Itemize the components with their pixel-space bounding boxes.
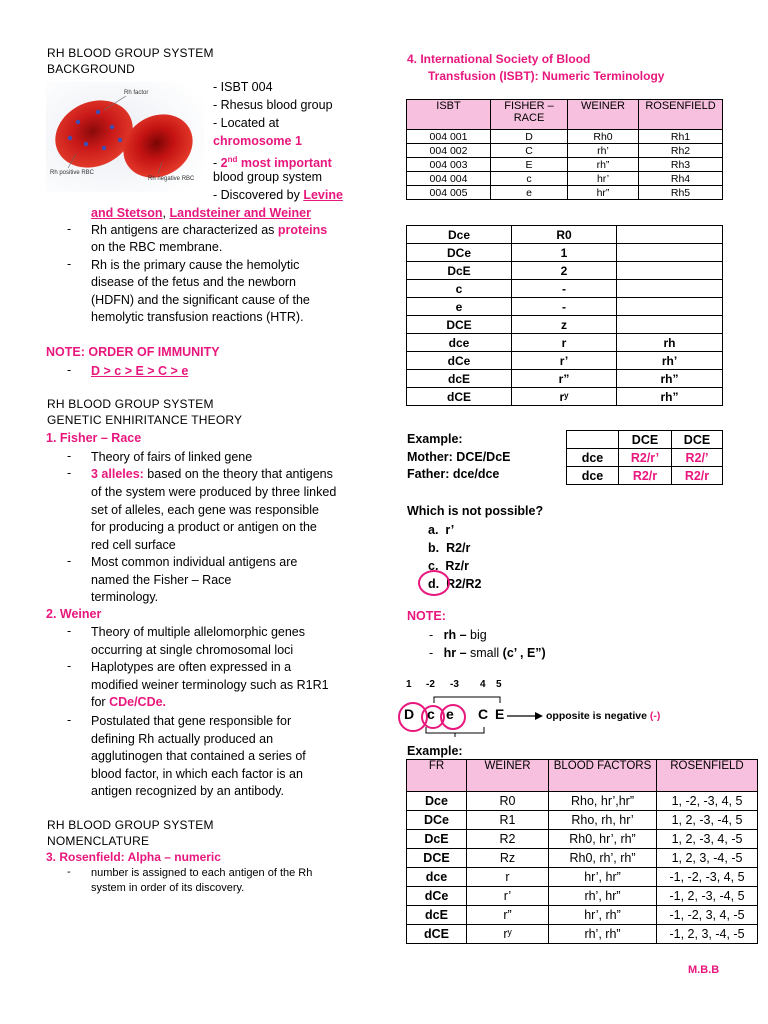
bullet-dash: - <box>67 554 72 568</box>
rh-negative-label: Rh negative RBC <box>148 176 195 182</box>
bullet-dash: - <box>67 866 71 878</box>
table-header: FR <box>407 760 467 792</box>
letter-d: D <box>404 706 415 722</box>
rbc-illustration <box>46 82 204 192</box>
isbt-title: 4. International Society of Blood Transfusion (ISBT): Numeric Terminology <box>407 52 665 83</box>
footer-initials: M.B.B <box>688 964 720 976</box>
table-row: dCE rʸ rh’, rh” -1, 2, 3, -4, -5 <box>407 925 758 944</box>
bullet-dash: - <box>67 659 72 673</box>
bullet-dash: - <box>67 222 72 236</box>
hdfn-text: Rh is the primary cause the hemolytic disease of the fetus and the newborn (HDFN) and the significant cause of the hemolytic transfusion reactions (HTR). <box>91 258 310 324</box>
table-header: WEINER <box>568 100 639 130</box>
alleles-text-cont: of the system were produced by three linked set of alleles, each gene was responsible for producing a product or antigen on the red cell surface <box>91 485 337 552</box>
section-heading-nomenclature: RH BLOOD GROUP SYSTEM NOMENCLATURE <box>47 818 214 848</box>
table-header: FISHER – RACE <box>491 100 568 130</box>
question-text: Which is not possible? <box>407 504 544 518</box>
table-row: DcE 2 <box>407 262 723 280</box>
section-heading-background: RH BLOOD GROUP SYSTEM BACKGROUND <box>47 46 214 76</box>
table-row: c - <box>407 280 723 298</box>
letter-c: c <box>427 706 435 722</box>
letter-e: e <box>446 706 454 722</box>
example-parents: Example: Mother: DCE/DcE Father: dce/dce <box>407 432 511 481</box>
table-row: DcE R2 Rh0, hr’, rh” 1, 2, -3, 4, -5 <box>407 830 758 849</box>
discoverers-text: and Stetson, Landsteiner and Weiner <box>91 206 311 220</box>
rosenfield-title: 3. Rosenfield: Alpha – numeric <box>46 850 221 864</box>
table-row: dcE r” rh” <box>407 370 723 388</box>
section-heading-genetic: RH BLOOD GROUP SYSTEM GENETIC ENHIRITANCE THEORY <box>47 397 243 427</box>
table-row: 004 001 D Rh0 Rh1 <box>407 130 723 144</box>
located-item: - Located at <box>213 116 280 130</box>
rh-positive-label: Rh positive RBC <box>50 170 95 176</box>
fisher-race-title: 1. Fisher – Race <box>46 431 142 445</box>
table-header: WEINER <box>467 760 549 792</box>
table-row: dce R2/r R2/r <box>567 467 723 485</box>
choice-d: d. R2/R2 <box>428 577 482 591</box>
table-row: dcE r” hr’, rh” -1, -2, 3, 4, -5 <box>407 906 758 925</box>
table-row: dCE rʸ rh” <box>407 388 723 406</box>
table-header: BLOOD FACTORS <box>549 760 657 792</box>
table-row: Dce R0 <box>407 226 723 244</box>
table-row: dce r hr’, hr” -1, -2, -3, 4, 5 <box>407 868 758 887</box>
table-header: ROSENFIELD <box>639 100 723 130</box>
letter-E: E <box>495 706 505 722</box>
table-row: dce R2/r’ R2/’ <box>567 449 723 467</box>
table-row: dce r rh <box>407 334 723 352</box>
table-row: dCe r’ rh’, hr” -1, 2, -3, -4, 5 <box>407 887 758 906</box>
bullet-dash: - <box>67 257 72 271</box>
choice-a: a. r’ <box>428 523 455 537</box>
antigens-text-line2: on the RBC membrane. <box>91 240 223 254</box>
note-rh-big: - rh – big <box>429 628 487 642</box>
bullet-dash: - <box>67 363 72 377</box>
table-row: 004 004 c hr’ Rh4 <box>407 172 723 186</box>
choice-b: b. R2/r <box>428 541 471 555</box>
table-row: e - <box>407 298 723 316</box>
immunity-order: D > c > E > C > e <box>91 364 189 378</box>
choice-c: c. Rz/r <box>428 559 470 573</box>
table-row: dCe r’ rh’ <box>407 352 723 370</box>
note-hr-small: - hr – small (c’ , E”) <box>429 646 546 660</box>
rh-factor-label: Rh factor <box>124 90 149 96</box>
rhesus-item: - Rhesus blood group <box>213 98 333 112</box>
blood-group-system-text: blood group system <box>213 170 323 184</box>
weiner-title: 2. Weiner <box>46 607 102 621</box>
bullet-dash: - <box>67 713 72 727</box>
note2-title: NOTE: <box>407 609 446 623</box>
table-row: 004 002 C rh’ Rh2 <box>407 144 723 158</box>
postulated-text: Postulated that gene responsible for defining Rh actually produced an agglutinogen that contained a series of blood factor, in which each factor is an antigen recognized by an antibody. <box>91 714 306 798</box>
table-header: ISBT <box>407 100 491 130</box>
bullet-dash: - <box>67 449 72 463</box>
three-alleles-text: 3 alleles: based on the theory that antigens <box>91 467 333 481</box>
isbt-item: - ISBT 004 <box>213 80 273 94</box>
table-header: ROSENFIELD <box>657 760 758 792</box>
haplotypes-text: Haplotypes are often expressed in a modified weiner terminology such as R1R1 for CDe/CDe. <box>91 660 329 709</box>
rh-factors-table <box>406 759 758 944</box>
second-important-item: - 2nd most important <box>213 155 332 171</box>
bullet-dash: - <box>67 624 72 638</box>
multiple-allelomorphic-text: Theory of multiple allelomorphic genes occurring at single chromosomal loci <box>91 625 305 657</box>
table-row: DCe R1 Rho, rh, hr’ 1, 2, -3, -4, 5 <box>407 811 758 830</box>
table-row: DCe 1 <box>407 244 723 262</box>
punnett-table: DCE DCE dce R2/r’ R2/’ dce R2/r R2/r <box>566 430 723 485</box>
table-row: 004 003 E rh” Rh3 <box>407 158 723 172</box>
antigens-text: Rh antigens are characterized as proteins <box>91 223 328 237</box>
table-row: Dce R0 Rho, hr’,hr” 1, -2, -3, 4, 5 <box>407 792 758 811</box>
answer-circle <box>418 570 450 596</box>
letter-C: C <box>478 706 489 722</box>
table-row: 004 005 e hr” Rh5 <box>407 186 723 200</box>
discovered-item: - Discovered by Levine <box>213 188 343 202</box>
arrow-right-icon <box>507 710 543 722</box>
isbt-table <box>406 99 723 200</box>
common-antigens-text: Most common individual antigens are named the Fisher – Race terminology. <box>91 555 298 604</box>
example2-title: Example: <box>407 744 463 758</box>
fisher-fairs-text: Theory of fairs of linked gene <box>91 450 253 464</box>
table-row: DCE z <box>407 316 723 334</box>
table-row: DCE Rz Rh0, rh’, rh” 1, 2, 3, -4, -5 <box>407 849 758 868</box>
note-order-title: NOTE: ORDER OF IMMUNITY <box>46 345 220 359</box>
rosenfield-text: number is assigned to each antigen of the Rh system in order of its discovery. <box>91 867 313 894</box>
opposite-negative-text: opposite is negative (-) <box>546 710 661 722</box>
bullet-dash: - <box>67 466 72 480</box>
chromosome-text: chromosome 1 <box>213 134 302 148</box>
haplotype-table <box>406 225 723 406</box>
